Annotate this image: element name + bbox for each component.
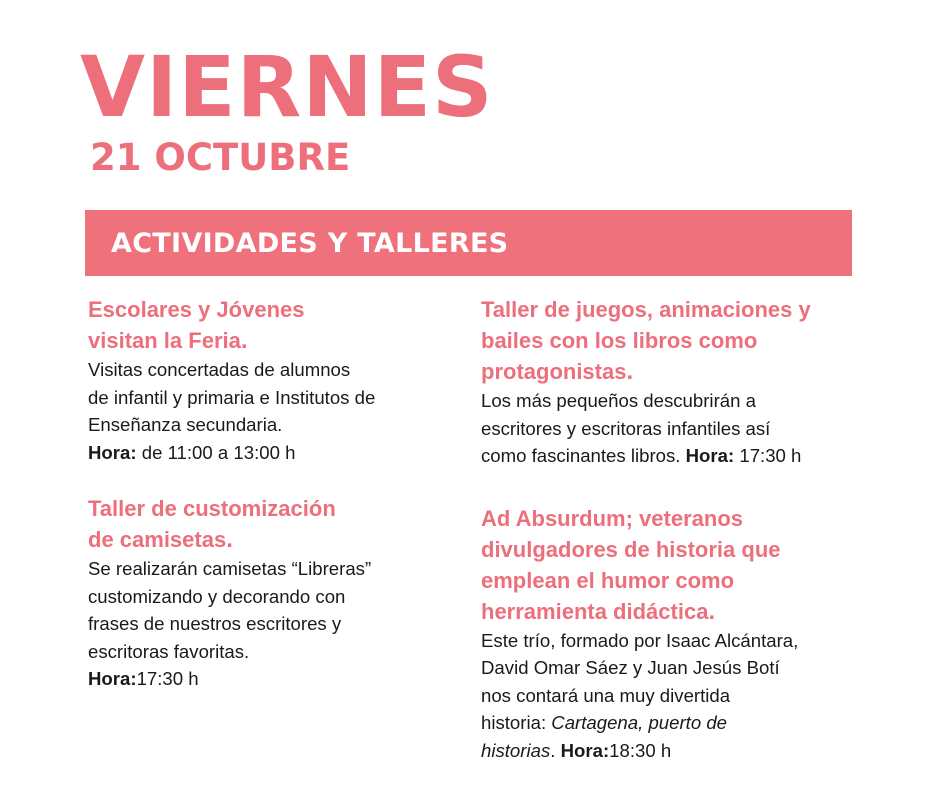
hora-value: 17:30 h bbox=[136, 668, 199, 689]
event-desc-line: Enseñanza secundaria. bbox=[88, 414, 283, 435]
event-desc-line: Visitas concertadas de alumnos bbox=[88, 359, 351, 380]
event-desc-line: . bbox=[550, 739, 561, 761]
event-desc-line: historia: bbox=[481, 712, 552, 733]
event-description bbox=[481, 627, 901, 765]
book-title-italic: historias bbox=[481, 739, 551, 761]
event-desc-line: customizando y decorando con bbox=[88, 585, 346, 607]
event-title bbox=[481, 503, 901, 627]
event-title-line: Escolares y Jóvenes bbox=[88, 297, 305, 322]
hora-label: Hora: bbox=[560, 739, 610, 761]
right-column bbox=[481, 294, 901, 764]
section-banner bbox=[85, 210, 852, 276]
day-title: VIERNES bbox=[80, 38, 494, 136]
event-title-line: herramienta didáctica bbox=[481, 598, 709, 624]
event-title bbox=[481, 294, 901, 387]
section-title: ACTIVIDADES Y TALLERES bbox=[111, 227, 509, 259]
event-title-line: emplean el humor como bbox=[481, 567, 735, 593]
event-desc-line: escritores y escritoras infantiles así bbox=[481, 417, 771, 439]
event-description bbox=[88, 356, 468, 466]
title-end-dot: . bbox=[240, 327, 248, 354]
event-title bbox=[88, 294, 468, 356]
event-title-line: protagonistas bbox=[481, 359, 627, 384]
hora-label: Hora: bbox=[88, 441, 137, 463]
book-title-italic: Cartagena, puerto de bbox=[551, 712, 728, 733]
event-title-line: Taller de juegos, animaciones y bbox=[481, 297, 811, 322]
title-end-dot: . bbox=[226, 526, 233, 553]
event-desc-line: como fascinantes libros. bbox=[481, 445, 686, 466]
event-title-line: visitan la Feria bbox=[88, 328, 241, 353]
hora-value: 17:30 h bbox=[734, 445, 802, 466]
event-desc-line: Se realizarán camisetas “Libreras” bbox=[88, 558, 372, 579]
event-title-line: Taller de customización bbox=[88, 496, 336, 521]
event-desc-line: David Omar Sáez y Juan Jesús Botí bbox=[481, 657, 780, 678]
left-column bbox=[88, 294, 468, 693]
event-title-line: Ad Absurdum; veteranos bbox=[481, 505, 744, 531]
event-taller-juegos bbox=[481, 294, 901, 470]
event-desc-line: nos contará una muy divertida bbox=[481, 684, 731, 706]
event-title-line: divulgadores de historia que bbox=[481, 536, 781, 562]
event-description bbox=[88, 555, 468, 693]
event-desc-line: escritoras favoritas. bbox=[88, 640, 250, 662]
title-end-dot: . bbox=[626, 358, 634, 385]
event-title bbox=[88, 493, 468, 555]
event-title-line: de camisetas bbox=[88, 527, 227, 552]
event-escolares bbox=[88, 294, 468, 466]
title-end-dot: . bbox=[708, 597, 716, 625]
event-desc-line: frases de nuestros escritores y bbox=[88, 613, 342, 634]
event-customizacion bbox=[88, 493, 468, 693]
date-subtitle: 21 OCTUBRE bbox=[90, 136, 351, 179]
event-desc-line: de infantil y primaria e Institutos de bbox=[88, 386, 376, 408]
hora-label: Hora: bbox=[88, 668, 137, 689]
event-desc-line: Este trío, formado por Isaac Alcántara, bbox=[481, 629, 799, 651]
event-description bbox=[481, 387, 901, 470]
event-desc-line: Los más pequeños descubrirán a bbox=[481, 390, 756, 411]
hora-value: 18:30 h bbox=[609, 739, 672, 761]
event-title-line: bailes con los libros como bbox=[481, 328, 758, 353]
hora-label: Hora: bbox=[685, 445, 735, 466]
hora-value: de 11:00 a 13:00 h bbox=[136, 441, 296, 463]
event-ad-absurdum bbox=[481, 503, 901, 765]
